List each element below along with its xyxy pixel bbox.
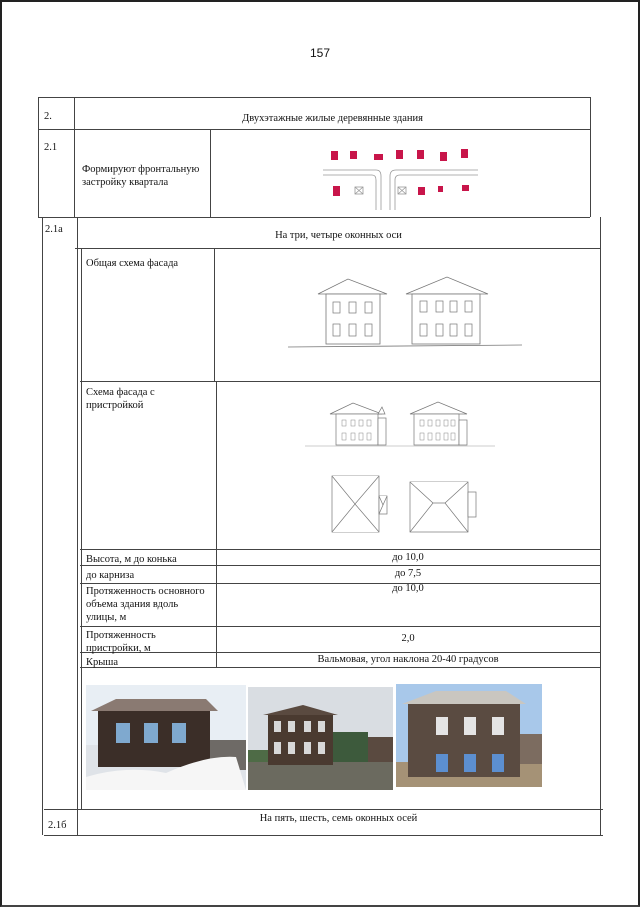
length-main-label: Протяженность основного объема здания вдоль улицы, м <box>86 586 205 623</box>
section-2-1-number: 2.1 <box>44 142 58 153</box>
height-ridge-value: до 10,0 <box>392 552 424 563</box>
photo-house-3 <box>396 684 542 787</box>
section-2-1b-title: На пять, шесть, семь оконных осей <box>259 813 418 824</box>
facade-scheme-drawing <box>280 272 530 352</box>
length-main-value: до 10,0 <box>392 583 424 594</box>
height-cornice-label: до карниза <box>86 570 135 581</box>
facade-scheme-label: Общая схема фасада <box>86 258 179 269</box>
roof-value: Вальмовая, угол наклона 20-40 градусов <box>317 654 499 665</box>
section-2-1a-title: На три, четыре оконных оси <box>275 230 402 241</box>
height-ridge-label: Высота, м до конька <box>86 554 177 565</box>
photo-house-2 <box>248 687 393 790</box>
section-2-1b-number: 2.1б <box>48 820 67 831</box>
section-2-1-text: Формируют фронтальную застройку квартала <box>82 164 200 188</box>
length-extension-value: 2,0 <box>401 633 415 644</box>
section-2-number: 2. <box>44 111 52 122</box>
facade-extension-drawing <box>300 398 500 538</box>
block-plan-diagram <box>318 140 478 212</box>
roof-label: Крыша <box>86 657 119 668</box>
page-number: 157 <box>309 46 331 60</box>
photo-house-1 <box>86 685 246 790</box>
facade-extension-label: Схема фасада с пристройкой <box>86 387 155 411</box>
section-2-title: Двухэтажные жилые деревянные здания <box>242 113 423 124</box>
length-extension-label: Протяженность пристройки, м <box>86 630 156 654</box>
section-2-1a-number: 2.1а <box>45 224 63 235</box>
height-cornice-value: до 7,5 <box>394 568 422 579</box>
